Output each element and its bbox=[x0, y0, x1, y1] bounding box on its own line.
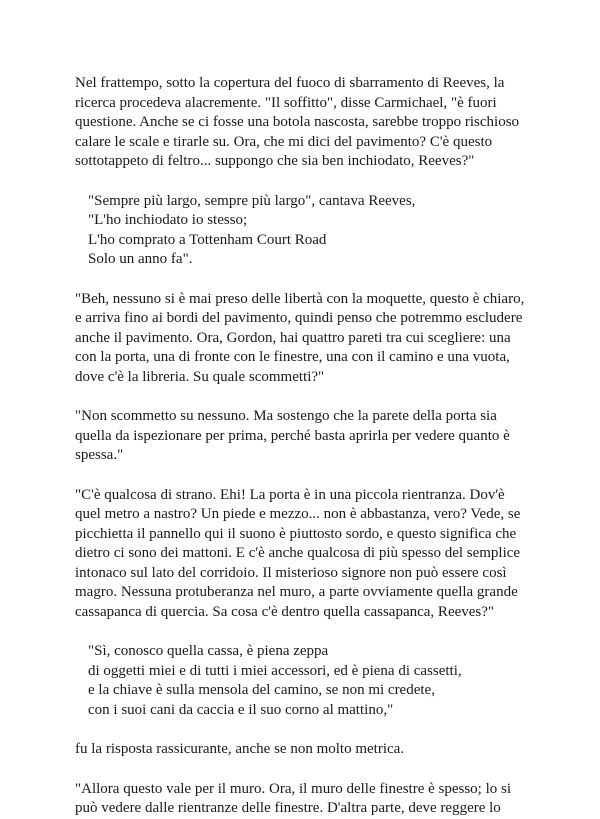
paragraph-2 bbox=[75, 290, 530, 388]
verse-line: "Sempre più largo, sempre più largo", cantava Reeves, bbox=[88, 192, 416, 209]
text-line: con la porta, una di fronte con le finestre, una con il camino e una vuota, bbox=[75, 349, 510, 365]
paragraph-4 bbox=[75, 486, 530, 623]
text-line: quella da ispezionare per prima, perché basta aprirla per vedere quanto è bbox=[75, 427, 510, 444]
verse-line: con i suoi cani da caccia e il suo corno al mattino," bbox=[88, 701, 394, 718]
text-line: "Beh, nessuno si è mai preso delle libertà con la moquette, questo è chiaro, bbox=[75, 290, 525, 307]
verse-line: L'ho comprato a Tottenham Court Road bbox=[88, 231, 327, 248]
verse-block-2 bbox=[75, 642, 530, 720]
text-line: quel metro a nastro? Un piede e mezzo... non è abbastanza, vero? Vede, se bbox=[75, 506, 521, 522]
text-line: magro. Nessuna protuberanza nel muro, a parte ovviamente quella grande bbox=[75, 584, 518, 600]
verse-line: e la chiave è sulla mensola del camino, se non mi credete, bbox=[88, 682, 435, 698]
text-line: ricerca procedeva alacremente. "Il soffitto", disse Carmichael, "è fuori bbox=[75, 94, 497, 111]
text-line: "C'è qualcosa di strano. Ehi! La porta è in una piccola rientranza. Dov'è bbox=[75, 486, 505, 503]
text-line: calare le scale e tirarle su. Ora, che mi dici del pavimento? C'è questo bbox=[75, 133, 493, 150]
paragraph-3 bbox=[75, 407, 530, 466]
text-line: anche il pavimento. Ora, Gordon, hai quattro pareti tra cui scegliere: una bbox=[75, 329, 511, 346]
text-line: "Non scommetto su nessuno. Ma sostengo che la parete della porta sia bbox=[75, 408, 497, 424]
text-line: intonaco sul lato del corridoio. Il misterioso signore non può essere così bbox=[75, 564, 507, 581]
text-line: e arriva fino ai bordi del pavimento, quindi penso che potremmo escludere bbox=[75, 310, 523, 326]
paragraph-6 bbox=[75, 780, 530, 819]
verse-line: "Sì, conosco quella cassa, è piena zeppa bbox=[88, 643, 329, 659]
text-line: può vedere dalle rientranze delle finestre. D'altra parte, deve reggere lo bbox=[75, 800, 501, 816]
text-line: sottotappeto di feltro... suppongo che sia ben inchiodato, Reeves?" bbox=[75, 153, 475, 169]
paragraph-5 bbox=[75, 740, 530, 760]
paragraph-1 bbox=[75, 74, 530, 172]
text-line: spessa." bbox=[75, 447, 124, 463]
text-line: dietro ci sono dei mattoni. E c'è anche qualcosa di più spesso del semplice bbox=[75, 545, 521, 561]
text-line: picchietta il pannello qui il suono è piuttosto sordo, e questo significa che bbox=[75, 525, 517, 542]
verse-line: Solo un anno fa". bbox=[88, 251, 193, 267]
text-line: "Allora questo vale per il muro. Ora, il muro delle finestre è spesso; lo si bbox=[75, 780, 512, 797]
text-line: fu la risposta rassicurante, anche se non molto metrica. bbox=[75, 741, 405, 757]
text-line: questione. Anche se ci fosse una botola nascosta, sarebbe troppo rischioso bbox=[75, 114, 520, 130]
text-line: dove c'è la libreria. Su quale scommetti?" bbox=[75, 368, 325, 385]
text-line: cassapanca di quercia. Sa cosa c'è dentro quella cassapanca, Reeves?" bbox=[75, 603, 495, 620]
verse-line: "L'ho inchiodato io stesso; bbox=[88, 212, 248, 228]
verse-line: di oggetti miei e di tutti i miei accessori, ed è piena di cassetti, bbox=[88, 662, 462, 679]
verse-block-1 bbox=[75, 192, 530, 270]
text-line: Nel frattempo, sotto la copertura del fuoco di sbarramento di Reeves, la bbox=[75, 75, 505, 91]
